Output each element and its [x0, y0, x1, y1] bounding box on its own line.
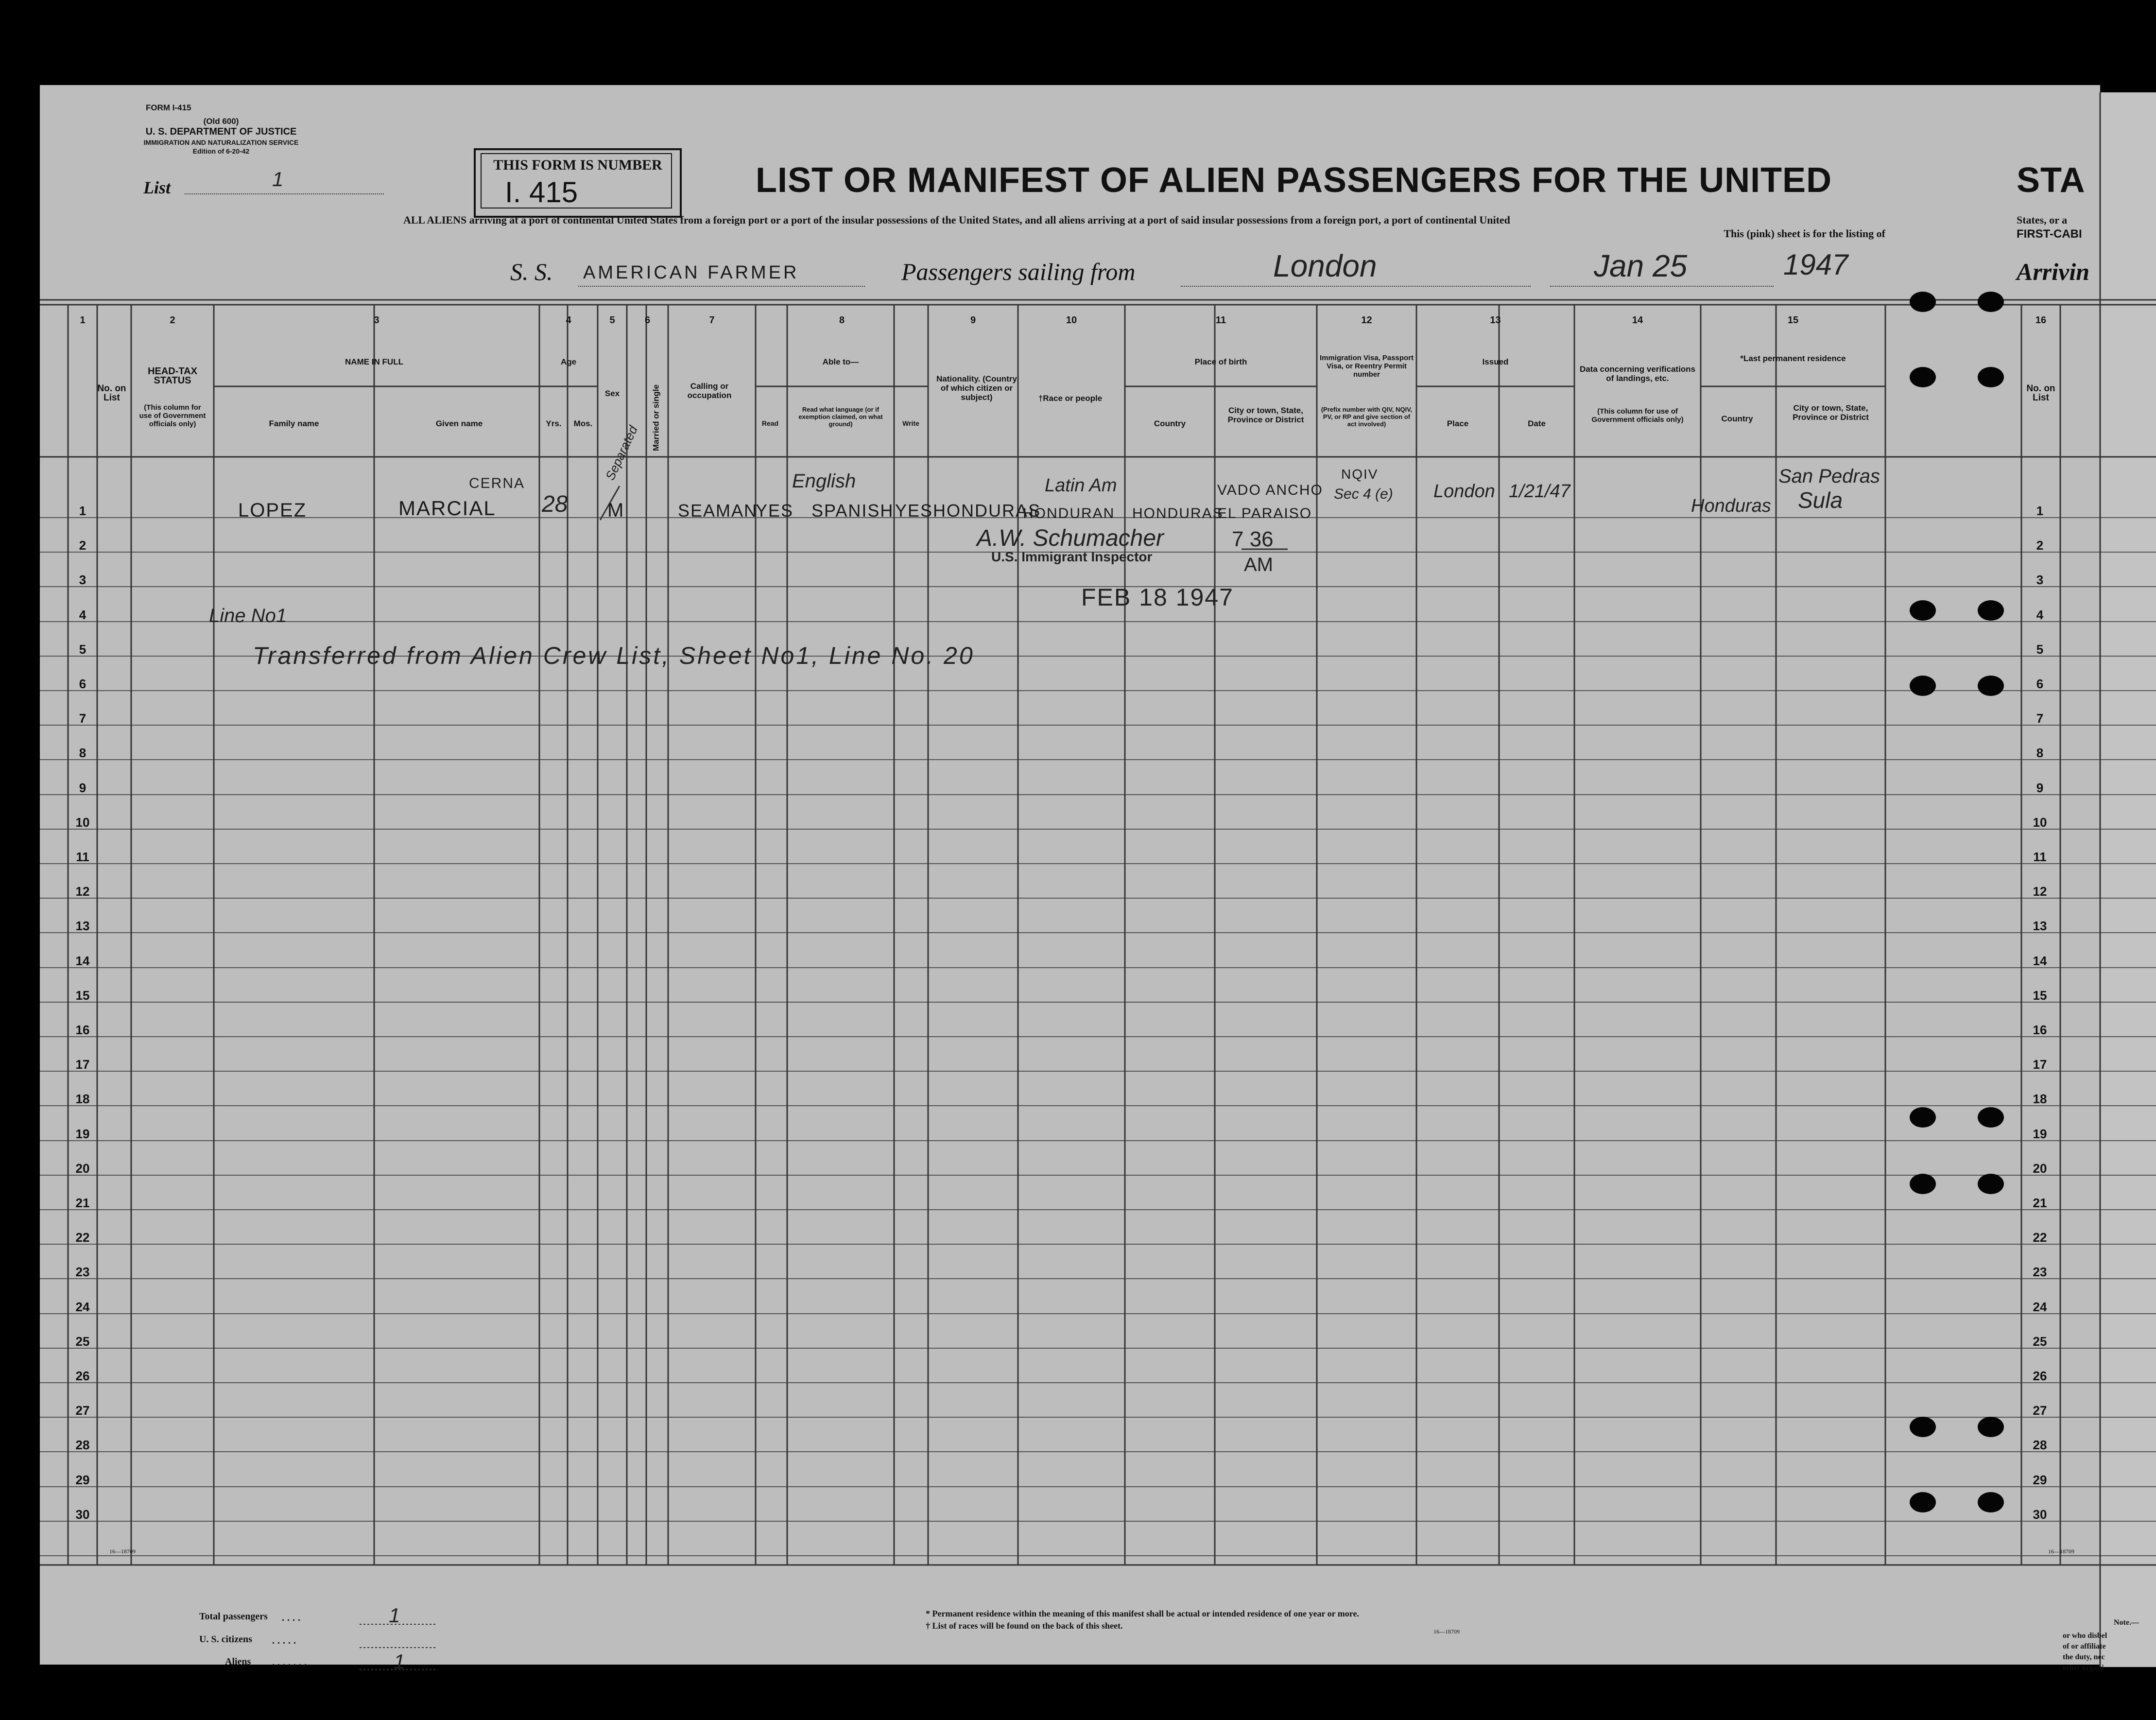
row-number-right: 2 — [2036, 538, 2044, 553]
row-number: 26 — [75, 1369, 90, 1383]
row-number: 5 — [79, 642, 86, 657]
subtitle1: ALL ALIENS arriving at a port of continental United States from a foreign port or a port of the insular possessions of the United States, and all aliens arriving at a port of said insular possessions from a foreign port, a port of continental United — [403, 214, 1510, 226]
hdr-nationality: Nationality. (Country of which citizen or subject) — [936, 374, 1017, 402]
hdr-read-language: Read what language (or if exemption claimed, on what ground) — [798, 406, 883, 428]
row-number-right: 10 — [2033, 815, 2047, 830]
hdr-read: Read — [761, 419, 779, 427]
row-number: 24 — [75, 1300, 90, 1314]
entry-birth-city: VADO ANCHO — [1217, 482, 1323, 498]
entry-visa: NQIV — [1341, 467, 1379, 482]
right-sub1: States, or a — [2017, 214, 2068, 226]
row-number: 2 — [79, 538, 86, 553]
date-underline — [1550, 286, 1774, 287]
hdr-visa-note: (Prefix number with QIV, NQIV, PV, or RP and give section of act involved) — [1321, 406, 1413, 428]
list-value: 1 — [272, 168, 284, 191]
column-number: 8 — [839, 315, 845, 326]
row-number-right: 23 — [2033, 1265, 2047, 1279]
row-number-right: 22 — [2033, 1230, 2047, 1245]
hdr-place-of-birth: Place of birth — [1194, 357, 1247, 366]
sailing-year: 1947 — [1783, 248, 1848, 281]
row-number: 20 — [75, 1161, 90, 1176]
port-name: London — [1273, 248, 1377, 283]
right-sub2: FIRST-CABI — [2017, 227, 2082, 241]
footer-aliens-label: Aliens — [225, 1656, 251, 1667]
footer-note1: * Permanent residence within the meaning of this manifest shall be actual or intended residence of one year or more. — [926, 1609, 1359, 1618]
row-number: 4 — [79, 608, 86, 622]
footer-aliens-value: 1 — [394, 1650, 405, 1673]
row-number-right: 11 — [2033, 850, 2047, 864]
edition: Edition of 6-20-42 — [192, 147, 250, 155]
grid-print-code-left: 16—18709 — [109, 1548, 136, 1555]
punch-hole — [1910, 600, 1936, 621]
footer-total-dots: .... — [282, 1613, 303, 1623]
sailing-date: Jan 25 — [1594, 248, 1688, 283]
entry-language-extra: English — [792, 470, 856, 492]
manifest-title: LIST OR MANIFEST OF ALIEN PASSENGERS FOR THE UNITED — [756, 161, 1832, 200]
port-underline — [1181, 286, 1531, 287]
row-number-right: 13 — [2033, 919, 2047, 933]
hdr-yrs: Yrs. — [546, 419, 562, 428]
entry-issued-date: 1/21/47 — [1509, 481, 1570, 502]
row-number: 19 — [75, 1127, 90, 1141]
column-number: 16 — [2035, 315, 2047, 326]
row-number: 16 — [75, 1023, 90, 1037]
hdr-data-concerning: Data concerning verifications of landings, etc. — [1579, 365, 1696, 383]
row-number-right: 24 — [2033, 1300, 2047, 1314]
hdr-age: Age — [560, 357, 577, 366]
inspector-title: U.S. Immigrant Inspector — [991, 549, 1153, 564]
subtitle2: This (pink) sheet is for the listing of — [1724, 227, 1885, 240]
hdr-issued: Issued — [1482, 357, 1509, 366]
arriving-label: Arrivin — [2017, 258, 2090, 285]
row-number-right: 12 — [2033, 884, 2047, 899]
entry-visa-section: Sec 4 (e) — [1334, 486, 1393, 502]
entry-race-extra: Latin Am — [1045, 475, 1117, 496]
hdr-race: †Race or people — [1038, 394, 1103, 403]
grid-print-code-right: 16—18709 — [2048, 1548, 2074, 1555]
service: IMMIGRATION AND NATURALIZATION SERVICE — [143, 139, 299, 146]
row-number-right: 8 — [2036, 746, 2044, 760]
row-number-right: 15 — [2033, 988, 2047, 1003]
punch-hole — [1978, 367, 2004, 387]
footer-right-lines — [2063, 1631, 2107, 1673]
row-number: 22 — [75, 1230, 90, 1245]
hdr-issued-date: Date — [1528, 419, 1546, 428]
row-number-right: 20 — [2033, 1161, 2047, 1176]
punch-hole — [1910, 367, 1936, 387]
punch-hole — [1910, 676, 1936, 696]
entry-race: HONDURAN — [1023, 505, 1115, 521]
row-number: 3 — [79, 573, 86, 587]
row-number: 6 — [79, 677, 86, 691]
punch-hole — [1978, 600, 2004, 621]
row-number-right: 17 — [2033, 1057, 2047, 1072]
row-number-right: 6 — [2036, 677, 2044, 691]
hdr-write: Write — [902, 419, 919, 427]
hdr-last-residence: *Last permanent residence — [1740, 354, 1846, 363]
row-number-right: 5 — [2036, 642, 2044, 657]
department: U. S. DEPARTMENT OF JUSTICE — [145, 126, 297, 137]
row-number: 25 — [75, 1334, 90, 1349]
entry-birth-city2: EL PARAISO — [1217, 505, 1312, 521]
footer-right-line: of or affiliate — [2063, 1642, 2106, 1651]
punch-hole — [1910, 1107, 1936, 1128]
row-number: 13 — [75, 919, 90, 933]
footer-note2: † List of races will be found on the back of this sheet. — [926, 1621, 1123, 1631]
list-underline — [185, 193, 384, 194]
hdr-able-to: Able to— — [822, 357, 859, 366]
footer-aliens-dots: ....... — [272, 1657, 310, 1668]
footer-print-code: 16—18709 — [1433, 1628, 1460, 1635]
row-number: 28 — [75, 1438, 90, 1452]
row-number: 8 — [79, 746, 86, 760]
row-number: 27 — [75, 1403, 90, 1418]
punch-hole — [1910, 292, 1936, 312]
row-number-right: 3 — [2036, 573, 2044, 587]
form-number-box — [474, 148, 682, 218]
line-note: Line No1 — [209, 605, 287, 626]
row-number: 14 — [75, 954, 90, 968]
column-number: 5 — [609, 315, 615, 326]
row-number-right: 30 — [2033, 1507, 2047, 1522]
old-number: (Old 600) — [203, 117, 239, 126]
hdr-data-note: (This column for use of Government officials only) — [1591, 407, 1684, 424]
row-number-right: 9 — [2036, 781, 2044, 795]
row-number: 9 — [79, 781, 86, 795]
row-number-right: 4 — [2036, 608, 2044, 622]
inspection-time: 7 36 — [1232, 527, 1274, 551]
entry-given-name: MARCIAL — [398, 497, 496, 520]
row-number-right: 27 — [2033, 1403, 2047, 1418]
punch-hole — [1978, 1417, 2004, 1437]
footer-us-dots: ..... — [272, 1635, 299, 1646]
footer-right-note: Note.— — [2114, 1618, 2139, 1627]
column-number: 6 — [644, 315, 651, 326]
punch-hole — [1978, 1107, 2004, 1128]
hdr-birth-city: City or town, State, Province or District — [1227, 406, 1304, 424]
footer-right-line: or who disbel — [2063, 1632, 2107, 1640]
entry-read: YES — [756, 501, 794, 521]
hdr-issued-place: Place — [1447, 419, 1469, 428]
row-number: 12 — [75, 884, 90, 899]
footer-right-line: the duty, nec — [2063, 1653, 2105, 1661]
ship-name: AMERICAN FARMER — [583, 262, 799, 283]
column-number: 15 — [1787, 315, 1799, 326]
row-number-right: 1 — [2036, 504, 2044, 518]
column-number: 1 — [80, 315, 86, 326]
footer-total-value: 1 — [389, 1604, 400, 1627]
column-number: 9 — [970, 315, 976, 326]
punch-hole — [1910, 1174, 1936, 1194]
row-number: 18 — [75, 1092, 90, 1106]
row-number: 21 — [75, 1196, 90, 1210]
hdr-married: Married or single — [651, 384, 661, 451]
row-number-right: 29 — [2033, 1473, 2047, 1487]
row-number-right: 28 — [2033, 1438, 2047, 1452]
inspection-ampm: AM — [1244, 554, 1273, 575]
row-number-right: 16 — [2033, 1023, 2047, 1037]
row-number: 7 — [79, 711, 86, 726]
hdr-birth-country: Country — [1154, 419, 1186, 428]
row-number-right: 25 — [2033, 1334, 2047, 1349]
entry-language: SPANISH — [811, 501, 894, 521]
transfer-note: Transferred from Alien Crew List, Sheet No1, Line No. 20 — [253, 642, 975, 669]
hdr-name-in-full: NAME IN FULL — [345, 357, 403, 366]
ship-underline — [578, 286, 865, 287]
row-number-right: 18 — [2033, 1092, 2047, 1106]
ss-label: S. S. — [510, 258, 553, 285]
row-number-right: 21 — [2033, 1196, 2047, 1210]
row-number: 29 — [75, 1473, 90, 1487]
entry-given-extra: CERNA — [469, 475, 525, 491]
column-number: 10 — [1066, 315, 1077, 326]
column-number: 3 — [374, 315, 379, 326]
punch-hole — [1910, 1417, 1936, 1437]
column-number: 4 — [566, 315, 571, 326]
row-number: 15 — [75, 988, 90, 1003]
row-number: 30 — [75, 1507, 90, 1522]
form-box-line2: I. 415 — [505, 176, 578, 208]
punch-hole — [1978, 1492, 2004, 1512]
hdr-no-on-list-right: No. on List — [2026, 383, 2055, 403]
row-number-right: 26 — [2033, 1369, 2047, 1383]
list-label: List — [143, 178, 171, 197]
hdr-calling: Calling or occupation — [687, 382, 732, 400]
manifest-title-cont: STA — [2017, 161, 2086, 200]
form-number: FORM I-415 — [146, 103, 191, 112]
hdr-head-tax-note: (This column for use of Government officials only) — [139, 403, 206, 428]
footer-right-line: other organi — [2063, 1664, 2104, 1672]
punch-hole — [1978, 292, 2004, 312]
date-stamp: FEB 18 1947 — [1081, 584, 1234, 611]
row-number: 1 — [79, 504, 86, 518]
entry-write: YES — [895, 501, 933, 521]
row-number: 10 — [75, 815, 90, 830]
punch-hole — [1978, 1174, 2004, 1194]
hdr-visa: Immigration Visa, Passport Visa, or Reentry Permit number — [1319, 354, 1414, 379]
row-number-right: 19 — [2033, 1127, 2047, 1141]
row-number: 11 — [76, 850, 89, 864]
entry-birth-country: HONDURAS — [1132, 505, 1224, 521]
entry-occupation: SEAMAN — [678, 501, 758, 521]
entry-res-city: San Pedras — [1778, 466, 1880, 487]
column-number: 14 — [1632, 315, 1643, 326]
entry-family-name: LOPEZ — [238, 500, 307, 521]
entry-res-city2: Sula — [1798, 487, 1843, 513]
hdr-res-country: Country — [1721, 414, 1753, 423]
hdr-sex: Sex — [604, 389, 620, 398]
hdr-no-on-list: No. on List — [97, 383, 126, 403]
entry-issued-place: London — [1433, 481, 1495, 502]
sailing-label: Passengers sailing from — [901, 258, 1136, 285]
punch-hole — [1978, 676, 2004, 696]
footer-total-label: Total passengers — [199, 1611, 268, 1622]
entry-age: 28 — [542, 491, 568, 517]
punch-hole — [1910, 1492, 1936, 1512]
row-number-right: 7 — [2036, 711, 2044, 726]
hdr-family-name: Family name — [269, 419, 319, 428]
entry-sex: M — [607, 500, 625, 521]
column-number: 12 — [1361, 315, 1372, 326]
column-number: 2 — [170, 315, 175, 326]
entry-marital: Separated — [603, 423, 640, 483]
row-number-right: 14 — [2033, 954, 2047, 968]
footer-us-citizens-label: U. S. citizens — [199, 1634, 252, 1645]
inspector-signature: A.W. Schumacher — [977, 525, 1164, 551]
entry-res-country: Honduras — [1691, 496, 1771, 516]
hdr-mos: Mos. — [573, 419, 593, 428]
column-number: 7 — [709, 315, 715, 326]
hdr-given-name: Given name — [435, 419, 483, 428]
entry-nationality: HONDURAS — [933, 501, 1041, 521]
row-number: 17 — [75, 1057, 90, 1072]
form-box-line1: THIS FORM IS NUMBER — [493, 157, 662, 173]
hdr-head-tax: HEAD-TAX STATUS — [148, 366, 197, 386]
column-number: 13 — [1490, 315, 1501, 326]
row-number: 23 — [75, 1265, 90, 1279]
column-number: 11 — [1215, 315, 1226, 326]
hdr-res-city: City or town, State, Province or District — [1793, 403, 1869, 422]
